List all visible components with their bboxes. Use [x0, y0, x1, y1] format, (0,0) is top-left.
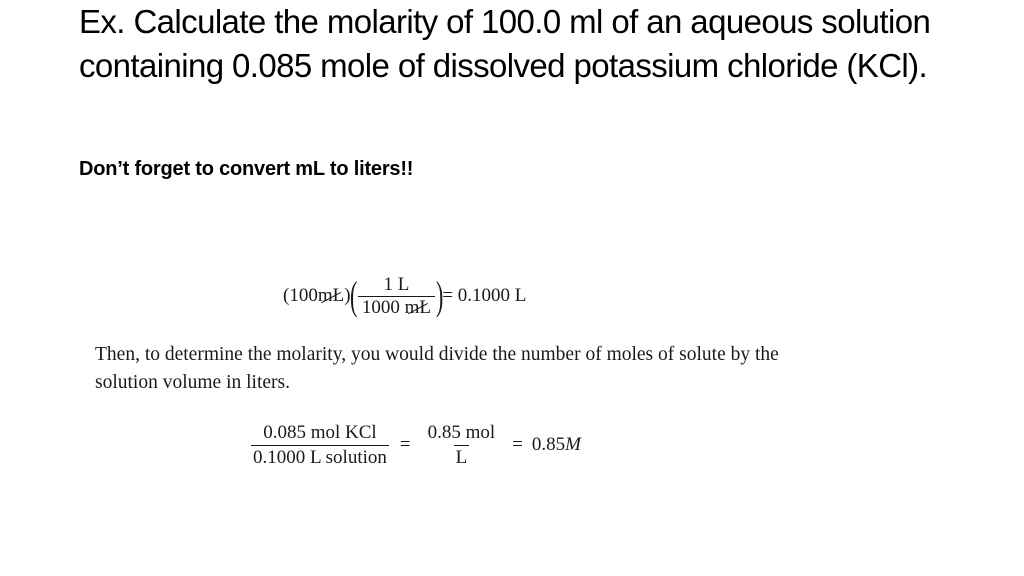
molarity-result-unit: M	[565, 434, 581, 455]
molarity-result-value: 0.85	[531, 434, 566, 455]
explanation-text: Then, to determine the molarity, you would divide the number of moles of solute by the solution volume in liters.	[95, 344, 779, 393]
conversion-left-close: )	[344, 285, 351, 306]
equals-sign-2: =	[512, 434, 523, 455]
conversion-left-unit: mL	[317, 285, 345, 306]
conversion-fraction	[358, 275, 435, 318]
page-title: Ex. Calculate the molarity of 100.0 ml of an aqueous solution containing 0.085 mole of dissolved potassium chloride (KCl).	[79, 3, 931, 84]
open-paren: (	[349, 273, 357, 318]
reminder-note: Don’t forget to convert mL to liters!!	[79, 158, 414, 180]
molarity-fraction-1-numerator: 0.085 mol KCl	[263, 421, 377, 443]
molarity-fraction-1	[251, 422, 389, 469]
molarity-fraction-2	[422, 422, 502, 469]
conversion-left-value: (100	[283, 285, 318, 306]
molarity-equation	[249, 420, 581, 470]
molarity-fraction-2-denominator: L	[455, 446, 468, 468]
conversion-den-unit: mL	[404, 296, 432, 318]
conversion-denominator	[358, 296, 435, 318]
close-paren: )	[436, 273, 444, 318]
conversion-result: = 0.1000 L	[442, 285, 527, 306]
molarity-fraction-1-denominator: 0.1000 L solution	[253, 446, 387, 468]
equals-sign-1: =	[399, 434, 411, 455]
molarity-result	[532, 434, 581, 456]
conversion-numerator: 1 L	[383, 273, 410, 295]
conversion-equation	[283, 270, 526, 322]
conversion-den-value: 1000	[361, 296, 405, 318]
molarity-fraction-2-numerator: 0.85 mol	[427, 421, 496, 443]
